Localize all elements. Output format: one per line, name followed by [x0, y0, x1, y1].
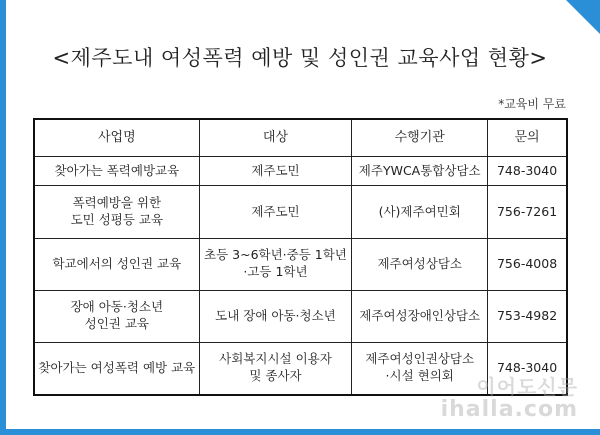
cell-target: 사회복지시설 이용자 및 종사자 [199, 342, 352, 395]
table-row [34, 186, 567, 238]
fee-note: *교육비 무료 [498, 97, 566, 111]
cell-target: 제주도민 [199, 157, 352, 186]
cell-program-name: 장애 아동·청소년 성인권 교육 [34, 290, 199, 342]
corner-triangle [566, 0, 600, 34]
program-table [33, 118, 568, 396]
cell-program-name: 폭력예방을 위한 도민 성평등 교육 [34, 186, 199, 238]
cell-organization: (사)제주여민회 [352, 186, 488, 238]
cell-contact: 756-4008 [488, 238, 567, 290]
watermark-domain: ihalla.com [440, 396, 578, 422]
cell-contact: 753-4982 [488, 290, 567, 342]
table-row [34, 157, 567, 186]
cell-target: 도내 장애 아동·청소년 [199, 290, 352, 342]
header-contact: 문의 [488, 119, 567, 157]
table-row [34, 238, 567, 290]
cell-program-name: 학교에서의 성인권 교육 [34, 238, 199, 290]
watermark-korean: 이어도신문 [476, 374, 578, 399]
watermark [440, 374, 578, 422]
cell-target: 제주도민 [199, 186, 352, 238]
header-target: 대상 [199, 119, 352, 157]
cell-organization: 제주여성상담소 [352, 238, 488, 290]
cell-contact: 748-3040 [488, 342, 567, 395]
page-title: <제주도내 여성폭력 예방 및 성인권 교육사업 현황> [52, 46, 548, 70]
header-organization: 수행기관 [352, 119, 488, 157]
table-header-row [34, 119, 567, 157]
cell-contact: 756-7261 [488, 186, 567, 238]
cell-target: 초등 3~6학년·중등 1학년 ·고등 1학년 [199, 238, 352, 290]
cell-program-name: 찾아가는 여성폭력 예방 교육 [34, 342, 199, 395]
cell-contact: 748-3040 [488, 157, 567, 186]
cell-organization: 제주여성장애인상담소 [352, 290, 488, 342]
cell-organization: 제주여성인권상담소 ·시설 현의회 [352, 342, 488, 395]
table-row [34, 290, 567, 342]
header-program-name: 사업명 [34, 119, 199, 157]
cell-organization: 제주YWCA통합상담소 [352, 157, 488, 186]
cell-program-name: 찾아가는 폭력예방교육 [34, 157, 199, 186]
